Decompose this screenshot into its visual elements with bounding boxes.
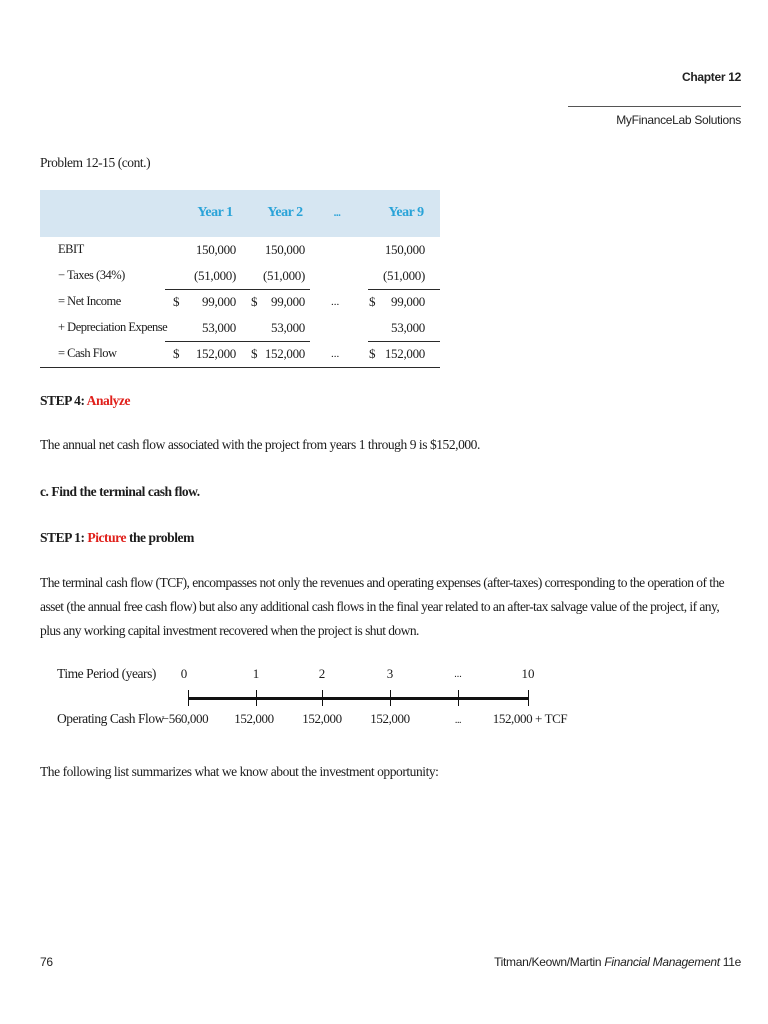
- period-label: ...: [454, 669, 462, 680]
- step-1-keyword: Picture: [87, 530, 127, 545]
- dollar-sign: $: [251, 346, 258, 361]
- year2-value: 99,000: [271, 294, 305, 309]
- time-period-label: Time Period (years): [57, 666, 156, 681]
- column-header-year-2: Year 2: [267, 205, 303, 220]
- dollar-sign: $: [173, 294, 180, 309]
- column-header-year-1: Year 1: [197, 205, 233, 220]
- table-row-cash-flow: [40, 341, 440, 367]
- step-1-suffix: the problem: [126, 530, 194, 545]
- table-bottom-rule: [40, 367, 440, 368]
- table-row-ebit: [40, 237, 440, 263]
- year9-value: 99,000: [391, 294, 425, 309]
- step-4-keyword: Analyze: [86, 393, 131, 408]
- chapter-label: Chapter 12: [681, 70, 741, 84]
- timeline-axis: [188, 697, 529, 700]
- year2-value: 53,000: [271, 320, 305, 335]
- column-header-year-9: Year 9: [388, 205, 424, 220]
- book-citation: [494, 955, 741, 969]
- cash-flow-value: 152,000: [302, 711, 342, 726]
- row-label: − Taxes (34%): [58, 268, 125, 282]
- cash-flow-value: 152,000: [370, 711, 410, 726]
- table-header-band: [40, 190, 440, 237]
- period-label: 0: [180, 666, 188, 681]
- year9-value: 53,000: [391, 320, 425, 335]
- citation-edition: 11e: [719, 955, 741, 969]
- citation-title: Financial Management: [604, 955, 720, 969]
- row-label: EBIT: [58, 242, 84, 256]
- table-row-depreciation: [40, 315, 440, 341]
- row-label: = Net Income: [58, 294, 121, 308]
- period-label: 1: [252, 666, 260, 681]
- timeline-tick: [458, 690, 459, 706]
- year1-value: 53,000: [202, 320, 236, 335]
- timeline-tick: [256, 690, 257, 706]
- year9-value: 152,000: [384, 346, 425, 361]
- cash-flow-value: −560,000: [161, 711, 209, 726]
- step-1-heading: [40, 530, 194, 546]
- year1-value: 152,000: [195, 346, 236, 361]
- ellipsis: ...: [331, 348, 340, 360]
- solutions-label: MyFinanceLab Solutions: [616, 113, 741, 127]
- timeline-tick: [390, 690, 391, 706]
- part-c-heading: c. Find the terminal cash flow.: [40, 484, 200, 499]
- table-row-taxes: [40, 263, 440, 289]
- annual-cash-flow-paragraph: The annual net cash flow associated with the project from years 1 through 9 is $152,000.: [40, 437, 480, 452]
- step-4-heading: [40, 393, 130, 409]
- row-label: + Depreciation Expense: [58, 320, 168, 334]
- year1-value: (51,000): [193, 268, 236, 283]
- dollar-sign: $: [173, 346, 180, 361]
- dollar-sign: $: [251, 294, 258, 309]
- dollar-sign: $: [369, 346, 376, 361]
- citation-authors: Titman/Keown/Martin: [494, 955, 605, 969]
- ellipsis: ...: [331, 296, 340, 308]
- header-rule: [568, 106, 741, 107]
- timeline-tick: [322, 690, 323, 706]
- timeline-tick: [528, 690, 529, 706]
- period-label: 3: [386, 666, 394, 681]
- page-number: 76: [40, 955, 53, 969]
- dollar-sign: $: [369, 294, 376, 309]
- period-label: 10: [521, 666, 535, 681]
- year2-value: (51,000): [262, 268, 305, 283]
- row-label: = Cash Flow: [58, 346, 117, 360]
- step-4-prefix: STEP 4:: [40, 393, 87, 408]
- cash-flow-table: [40, 190, 440, 368]
- terminal-cash-flow-paragraph: The terminal cash flow (TCF), encompasses not only the revenues and operating expenses (after-taxes) corresponding to the operation of the asset (the annual free cash flow) but also any additional cash flows in the final year related to an after-tax salvage value of the project, if any, plus any working capital investment recovered when the project is shut down.: [40, 575, 725, 638]
- timeline-tick: [188, 690, 189, 706]
- column-header-ellipsis: ...: [333, 207, 341, 219]
- problem-label: Problem 12-15 (cont.): [40, 155, 151, 170]
- period-label: 2: [318, 666, 326, 681]
- summary-intro-paragraph: The following list summarizes what we know about the investment opportunity:: [40, 764, 439, 779]
- year2-value: 150,000: [264, 242, 305, 257]
- year2-value: 152,000: [264, 346, 305, 361]
- cash-flow-value: 152,000: [234, 711, 274, 726]
- step-1-prefix: STEP 1:: [40, 530, 88, 545]
- cash-flow-value: 152,000 + TCF: [492, 711, 568, 726]
- operating-cash-flow-label: Operating Cash Flow: [57, 711, 164, 726]
- year1-value: 99,000: [202, 294, 236, 309]
- year1-value: 150,000: [195, 242, 236, 257]
- cash-flow-value: ...: [454, 715, 462, 726]
- year9-value: 150,000: [384, 242, 425, 257]
- year9-value: (51,000): [382, 268, 425, 283]
- table-row-net-income: [40, 289, 440, 315]
